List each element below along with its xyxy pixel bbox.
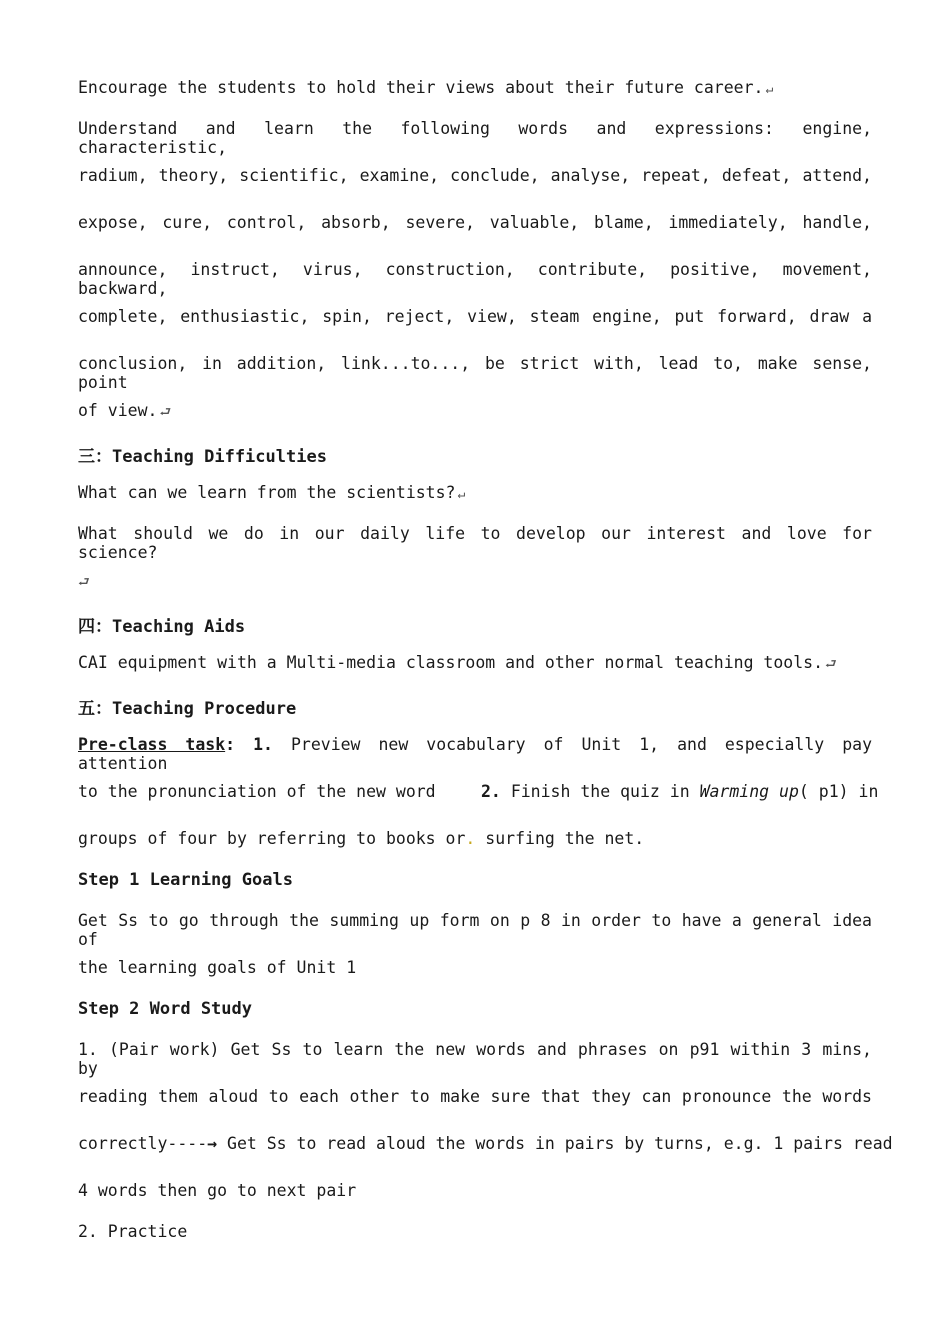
preclass-line-2: to the pronunciation of the new word 2. Finish the quiz in Warming up( p1) in (78, 782, 879, 801)
heading-step-1: Step 1 Learning Goals (78, 870, 293, 890)
teaching-aids-text: CAI equipment with a Multi-media classroom and other normal teaching tools. ⮐ (78, 653, 837, 672)
inline-dot: . (465, 829, 476, 848)
vocab-line-1: Understand and learn the following words and expressions: engine, characteristic, (78, 119, 872, 157)
step2-item1-line-2: reading them aloud to each other to make sure that they can pronounce the words (78, 1087, 872, 1106)
vocab-line-4: announce, instruct, virus, construction, contribute, positive, movement, backward, (78, 260, 872, 298)
step2-item1-line-3: correctly----→ Get Ss to read aloud the words in pairs by turns, e.g. 1 pairs read (78, 1134, 893, 1153)
vocab-line-3: expose, cure, control, absorb, severe, valuable, blame, immediately, handle, (78, 213, 872, 232)
arrow-icon: → (207, 1134, 218, 1153)
step2-item1-line-1: 1. (Pair work) Get Ss to learn the new words and phrases on p91 within 3 mins, by (78, 1040, 872, 1078)
vocab-line-7: of view. ⮐ (78, 401, 172, 420)
difficulty-question-2: What should we do in our daily life to develop our interest and love for science? (78, 524, 872, 562)
step2-item2: 2. Practice (78, 1222, 188, 1241)
vocab-line-5: complete, enthusiastic, spin, reject, view, steam engine, put forward, draw a (78, 307, 872, 326)
paragraph-mark: ⮐ (78, 575, 90, 590)
preclass-label: Pre-class task (78, 735, 226, 754)
preclass-line-3: groups of four by referring to books or. surfing the net. (78, 829, 645, 848)
warming-up-title: Warming up (699, 782, 799, 801)
difficulty-question-1: What can we learn from the scientists? ↵ (78, 483, 466, 502)
paragraph-mark-line (78, 571, 872, 595)
vocab-line-2: radium, theory, scientific, examine, conclude, analyse, repeat, defeat, attend, (78, 166, 872, 185)
heading-teaching-procedure: 五：Teaching Procedure (78, 699, 297, 719)
preclass-line-1: Pre-class task: 1. Preview new vocabulary of Unit 1, and especially pay attention (78, 735, 873, 773)
heading-step-2: Step 2 Word Study (78, 999, 252, 1019)
paragraph-mark: ⮐ (825, 657, 837, 672)
paragraph-career: Encourage the students to hold their views about their future career. ↵ (78, 78, 774, 97)
line-break-mark: ↵ (765, 82, 774, 97)
heading-teaching-aids: 四：Teaching Aids (78, 617, 246, 637)
step1-line-1: Get Ss to go through the summing up form on p 8 in order to have a general idea of (78, 911, 872, 949)
vocab-line-6: conclusion, in addition, link...to..., be strict with, lead to, make sense, point (78, 354, 872, 392)
step2-item1-line-4: 4 words then go to next pair (78, 1181, 357, 1200)
step1-line-2: the learning goals of Unit 1 (78, 958, 357, 977)
line-break-mark: ↵ (457, 487, 466, 502)
paragraph-mark: ⮐ (159, 405, 172, 420)
heading-teaching-difficulties: 三：Teaching Difficulties (78, 447, 327, 467)
